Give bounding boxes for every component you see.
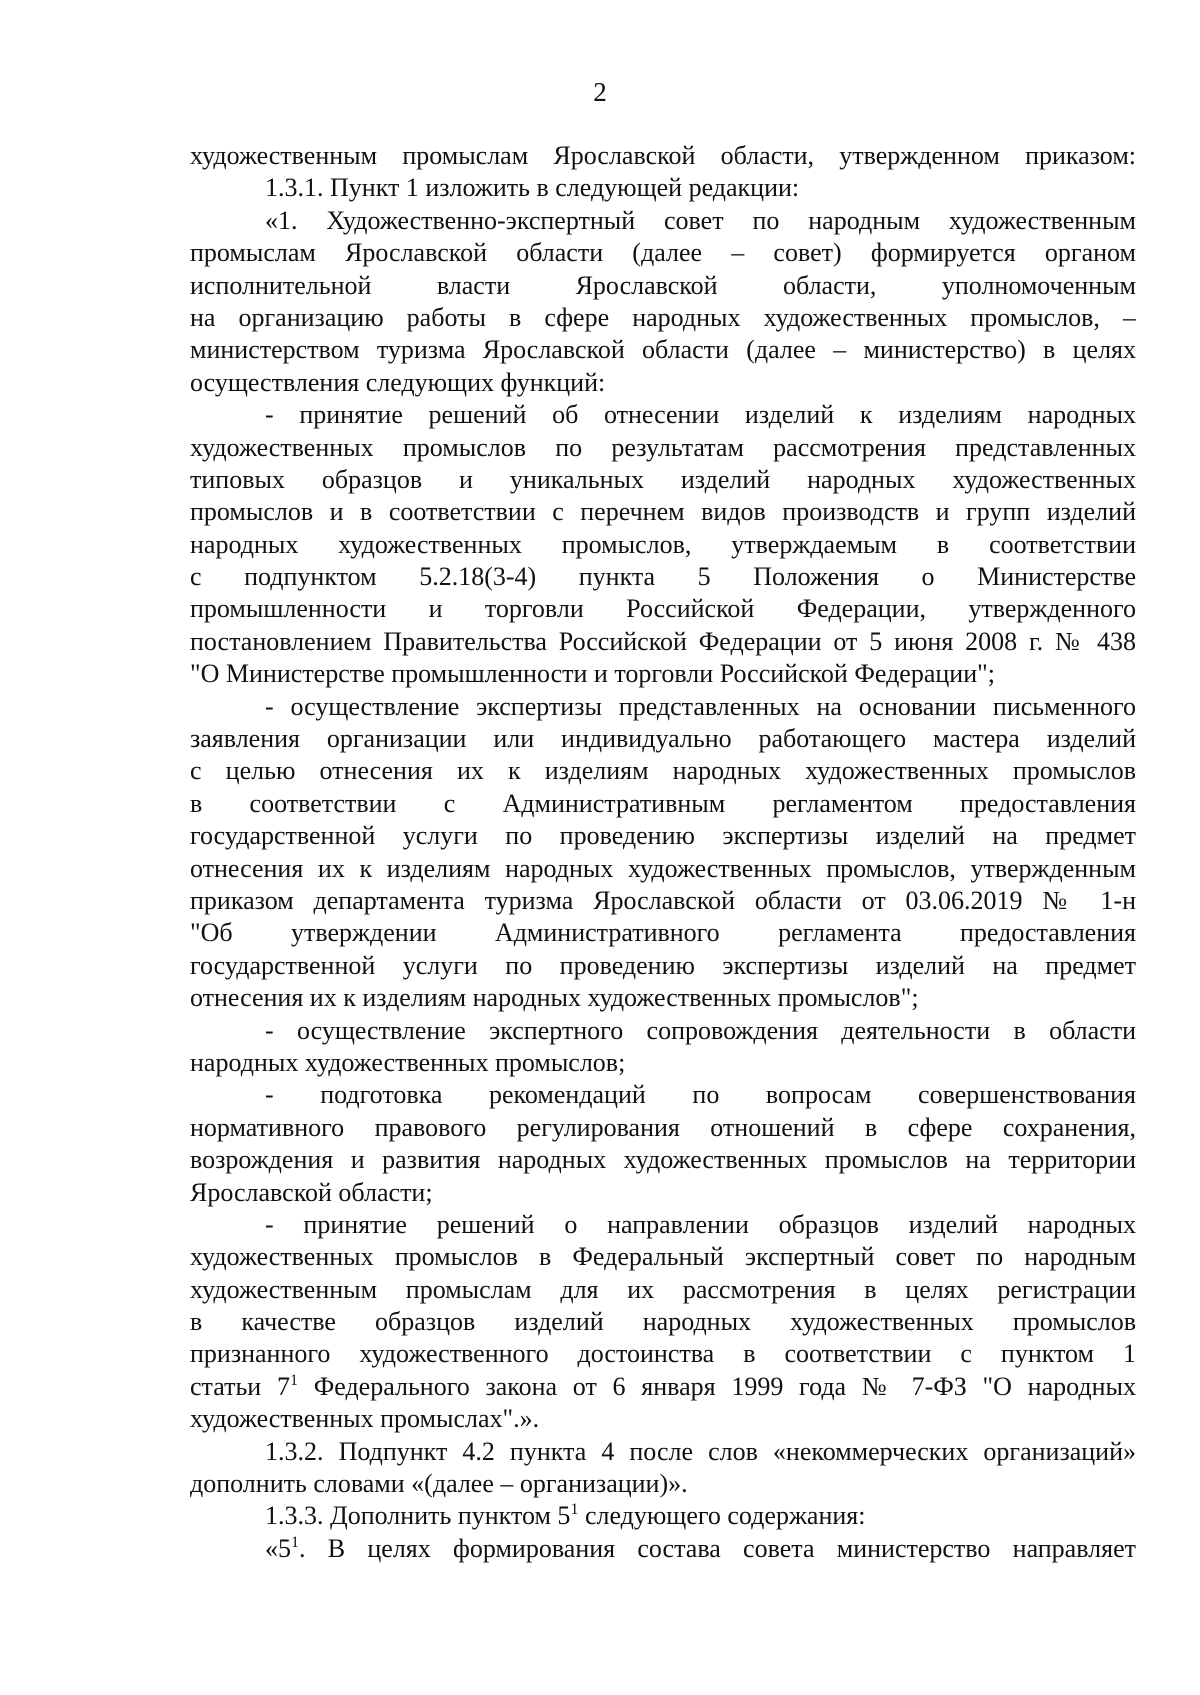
text-line: "Об утверждении Административного регламента предоставления	[190, 918, 1136, 948]
text-line: в качестве образцов изделий народных художественных промыслов	[190, 1307, 1136, 1337]
text-line: «1. Художественно-экспертный совет по народным художественным	[265, 205, 1136, 235]
text-segment: Федерального закона от 6 января 1999 года № 7-ФЗ "О народных	[297, 1371, 1136, 1401]
text-line: государственной услуги по проведению экспертизы изделий на предмет	[190, 821, 1136, 851]
text-segment: статьи 7	[190, 1371, 290, 1401]
superscript: 1	[289, 1371, 298, 1389]
text-line: с подпунктом 5.2.18(3-4) пункта 5 Положения о Министерстве	[190, 562, 1136, 592]
document-body	[190, 140, 1136, 1565]
text-line: государственной услуги по проведению экспертизы изделий на предмет	[190, 950, 1136, 980]
text-line: признанного художественного достоинства в соответствии с пунктом 1	[190, 1339, 1136, 1369]
text-line: с целью отнесения их к изделиям народных художественных промыслов	[190, 756, 1136, 786]
text-line: 1.3.1. Пункт 1 изложить в следующей редакции:	[265, 173, 800, 203]
page-number: 2	[593, 77, 607, 107]
text-line: в соответствии с Административным регламентом предоставления	[190, 788, 1136, 818]
text-line: нормативного правового регулирования отношений в сфере сохранения,	[190, 1112, 1136, 1142]
text-line: исполнительной власти Ярославской области, уполномоченным	[190, 270, 1136, 300]
text-line: возрождения и развития народных художественных промыслов на территории	[190, 1145, 1136, 1175]
text-line: художественных промыслов в Федеральный экспертный совет по народным	[190, 1242, 1136, 1272]
text-line: осуществления следующих функций:	[190, 367, 606, 397]
superscript: 1	[291, 1533, 299, 1551]
text-line	[190, 1371, 1136, 1403]
text-line: Ярославской области;	[190, 1177, 433, 1207]
text-line: на организацию работы в сфере народных художественных промыслов, –	[190, 302, 1136, 332]
text-line: художественным промыслам для их рассмотрения в целях регистрации	[190, 1274, 1136, 1304]
text-line: дополнить словами «(далее – организации)».	[190, 1469, 688, 1499]
text-line: художественным промыслам Ярославской области, утвержденном приказом:	[190, 141, 1136, 170]
text-line: - принятие решений об отнесении изделий к изделиям народных	[265, 400, 1136, 430]
text-line: художественных промыслах".».	[190, 1404, 540, 1434]
text-line: "О Министерстве промышленности и торговли Российской Федерации";	[190, 659, 995, 689]
text-line: заявления организации или индивидуально работающего мастера изделий	[190, 724, 1136, 754]
text-line: народных художественных промыслов;	[190, 1047, 626, 1077]
text-line: - осуществление экспертного сопровождения деятельности в области	[265, 1015, 1136, 1045]
text-line: типовых образцов и уникальных изделий народных художественных	[190, 464, 1136, 494]
text-line: художественных промыслов по результатам рассмотрения представленных	[190, 432, 1136, 462]
text-line	[190, 1533, 1136, 1565]
text-line: промышленности и торговли Российской Федерации, утвержденного	[190, 594, 1136, 624]
text-line: отнесения их к изделиям народных художественных промыслов";	[190, 983, 919, 1013]
text-line: отнесения их к изделиям народных художественных промыслов, утвержденным	[190, 853, 1136, 883]
text-line	[190, 1500, 1136, 1532]
text-line: - принятие решений о направлении образцов изделий народных	[265, 1209, 1136, 1239]
text-line: 1.3.2. Подпункт 4.2 пункта 4 после слов «некоммерческих организаций»	[265, 1436, 1136, 1466]
text-segment: следующего содержания:	[578, 1501, 866, 1531]
text-line: промыслам Ярославской области (далее – совет) формируется органом	[190, 238, 1136, 268]
text-segment: . В целях формирования состава совета министерство направляет	[299, 1533, 1136, 1563]
text-line: промыслов и в соответствии с перечнем видов производств и групп изделий	[190, 497, 1136, 527]
text-segment: 1.3.3. Дополнить пунктом 5	[265, 1501, 571, 1531]
text-segment: «5	[265, 1533, 291, 1563]
text-line: постановлением Правительства Российской Федерации от 5 июня 2008 г. № 438	[190, 626, 1136, 656]
superscript: 1	[570, 1501, 579, 1519]
text-line: - осуществление экспертизы представленных на основании письменного	[265, 691, 1136, 721]
text-line: народных художественных промыслов, утверждаемым в соответствии	[190, 529, 1136, 559]
text-line: - подготовка рекомендаций по вопросам совершенствования	[265, 1080, 1136, 1110]
text-line: министерством туризма Ярославской области (далее – министерство) в целях	[190, 335, 1136, 365]
text-line: приказом департамента туризма Ярославской области от 03.06.2019 № 1-н	[190, 885, 1136, 915]
